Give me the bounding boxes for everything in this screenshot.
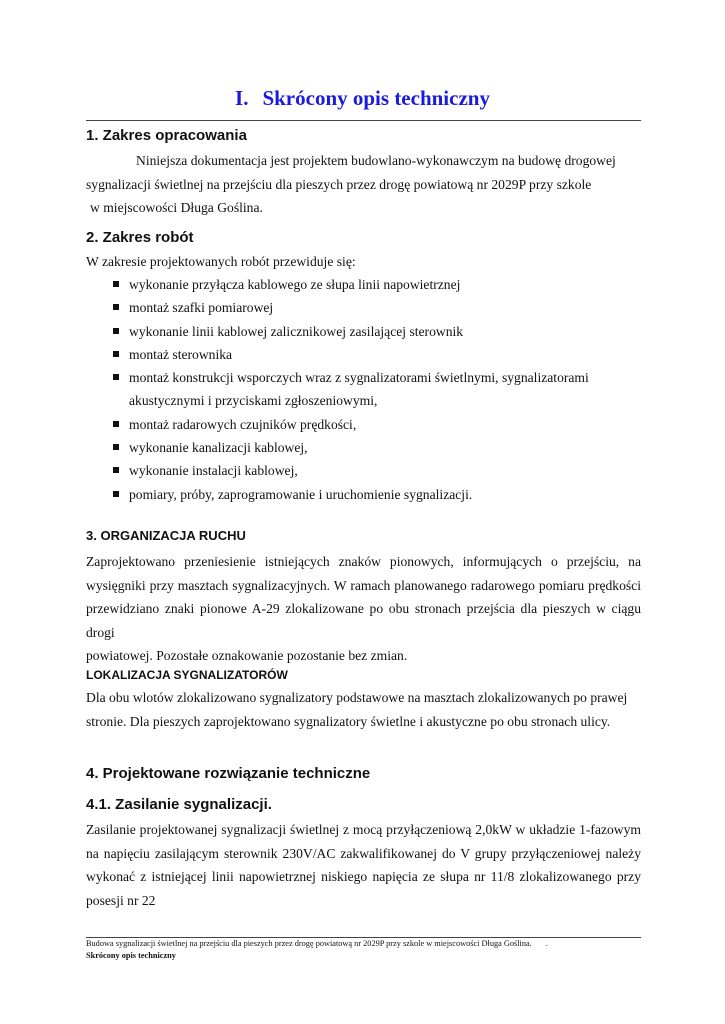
list-item-continuation: [86, 389, 641, 412]
bullet-icon: [113, 374, 119, 380]
list-item: [86, 436, 641, 459]
list-item-text: montaż sterownika: [129, 346, 233, 362]
list-item: [86, 483, 641, 506]
section-3-line: powiatowej. Pozostałe oznakowanie pozostanie bez zmian.: [86, 648, 408, 663]
list-item-text: montaż radarowych czujników prędkości,: [129, 416, 357, 432]
section-3-heading: 3. ORGANIZACJA RUCHU: [86, 528, 246, 543]
list-item: [86, 273, 641, 296]
list-item-text: wykonanie instalacji kablowej,: [129, 463, 298, 479]
section-1-line: sygnalizacji świetlnej na przejściu dla pieszych przez drogę powiatową nr 2029P przy szkole: [86, 176, 592, 192]
footer-dot: .: [545, 939, 548, 948]
list-item: [86, 296, 641, 319]
list-item-text: akustycznymi i przyciskami zgłoszeniowymi,: [129, 393, 378, 409]
list-item-text: pomiary, próby, zaprogramowanie i uruchomienie sygnalizacji.: [129, 486, 473, 502]
page-title: [0, 86, 725, 111]
list-item: [86, 459, 641, 482]
scope-list: [86, 273, 641, 506]
footer-divider: [86, 937, 641, 938]
bullet-icon: [113, 281, 119, 287]
section-4-1-line: posesji nr 22: [86, 892, 156, 908]
bullet-icon: [113, 421, 119, 427]
section-1-heading: 1. Zakres opracowania: [86, 127, 247, 144]
section-2-heading: 2. Zakres robót: [86, 229, 194, 246]
list-item-text: montaż szafki pomiarowej: [129, 300, 274, 316]
list-item: [86, 366, 641, 389]
title-number: I.: [235, 86, 249, 110]
bullet-icon: [113, 491, 119, 497]
bullet-icon: [113, 467, 119, 473]
list-item: [86, 320, 641, 343]
title-divider: [86, 120, 641, 121]
section-4-1-line: na napięciu zasilającym sterownik 230V/AC zakwalifikowanej do V grupy przyłączeniowej należy: [86, 845, 641, 861]
bullet-icon: [113, 328, 119, 334]
section-4-1-body: [86, 818, 641, 912]
lokalizacja-heading: LOKALIZACJA SYGNALIZATORÓW: [86, 668, 288, 682]
section-2-intro: W zakresie projektowanych robót przewiduje się:: [86, 254, 356, 269]
footer-project-text: Budowa sygnalizacji świetlnej na przejściu dla pieszych przez drogę powiatową nr 2029P przy szkole w miejscowości Długa Goślina.: [86, 939, 532, 948]
bullet-icon: [113, 304, 119, 310]
bullet-icon: [113, 351, 119, 357]
section-3-line: przewidziano znaki pionowe A-29 zlokalizowane po obu stronach przejścia dla pieszych w ciągu drogi: [86, 601, 641, 640]
footer-project-title: [86, 939, 548, 948]
list-item-text: wykonanie przyłącza kablowego ze słupa linii napowietrznej: [129, 277, 461, 292]
lokalizacja-line: stronie. Dla pieszych zaprojektowano sygnalizatory świetlne i akustyczne po obu stronach ulicy.: [86, 713, 611, 729]
section-3-line: wysięgniki przy masztach sygnalizacyjnych. W ramach planowanego radarowego pomiaru prędkości: [86, 577, 641, 593]
bullet-icon: [113, 444, 119, 450]
section-4-1-line: Zasilanie projektowanej sygnalizacji świetlnej z mocą przyłączeniową 2,0kW w układzie 1-fazowym: [86, 822, 641, 837]
list-item-text: wykonanie kanalizacji kablowej,: [129, 440, 308, 456]
section-4-heading: 4. Projektowane rozwiązanie techniczne: [86, 765, 371, 782]
list-item: [86, 413, 641, 436]
section-1-line: w miejscowości Długa Goślina.: [90, 200, 263, 215]
title-text: Skrócony opis techniczny: [262, 86, 490, 110]
section-4-1-line: wykonać z istniejącej linii napowietrznej niskiego napięcia ze słupa nr 11/8 zlokalizowanego przy: [86, 869, 641, 884]
section-3-body: [86, 550, 641, 668]
footer-section-title: Skrócony opis techniczny: [86, 951, 176, 960]
section-4-1-heading: 4.1. Zasilanie sygnalizacji.: [86, 796, 272, 813]
list-item: [86, 343, 641, 366]
lokalizacja-line: Dla obu wlotów zlokalizowano sygnalizatory podstawowe na masztach zlokalizowanych po prawej: [86, 690, 628, 705]
list-item-text: montaż konstrukcji wsporczych wraz z sygnalizatorami świetlnymi, sygnalizatorami: [129, 370, 589, 386]
lokalizacja-body: [86, 686, 641, 733]
section-3-line: Zaprojektowano przeniesienie istniejących znaków pionowych, informujących o przejściu, na: [86, 554, 641, 569]
list-item-text: wykonanie linii kablowej zalicznikowej zasilającej sterownik: [129, 323, 464, 339]
section-1-body: [86, 149, 641, 220]
section-1-line: Niniejsza dokumentacja jest projektem budowlano-wykonawczym na budowę drogowej: [136, 153, 616, 168]
